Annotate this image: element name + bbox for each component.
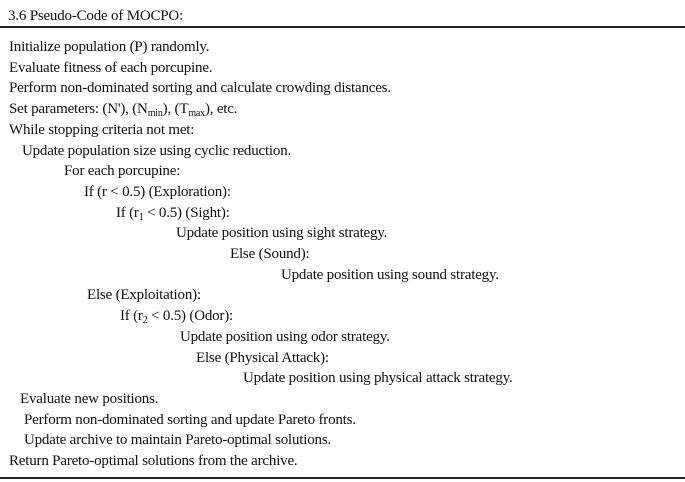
code-text: If (r	[120, 308, 143, 325]
code-text: Update position using odor strategy.	[180, 328, 390, 345]
code-line	[9, 100, 237, 118]
code-line	[9, 59, 212, 77]
subscript: 1	[138, 211, 144, 223]
code-text: ), etc.	[204, 101, 238, 118]
code-text: Else (Exploitation):	[87, 287, 201, 304]
code-line	[9, 121, 194, 139]
bottom-rule	[0, 477, 685, 479]
code-line	[9, 79, 391, 97]
code-line	[196, 349, 329, 367]
code-text: Update position using sound strategy.	[281, 266, 499, 283]
code-text: < 0.5) (Sight):	[143, 204, 230, 221]
code-line	[281, 266, 499, 284]
code-text: Else (Sound):	[230, 246, 310, 262]
code-line	[84, 183, 231, 201]
code-line	[230, 245, 309, 263]
code-text: < 0.5) (Odor):	[147, 308, 233, 325]
code-text: ), (T	[162, 101, 189, 118]
code-text: Perform non-dominated sorting and update Pareto fronts.	[24, 411, 356, 428]
code-line	[20, 390, 158, 408]
code-text: If (r	[116, 204, 139, 221]
code-line	[9, 38, 209, 56]
code-line	[24, 431, 331, 449]
code-text: If (r < 0.5) (Exploration):	[84, 183, 231, 200]
code-text: Perform non-dominated sorting and calculate crowding distances.	[9, 80, 391, 97]
code-text: Update position using physical attack strategy.	[243, 370, 513, 387]
code-line	[176, 224, 387, 242]
code-text: Return Pareto-optimal solutions from the archive.	[9, 453, 298, 469]
code-line	[64, 162, 180, 180]
code-text: Update population size using cyclic reduction.	[22, 142, 292, 159]
code-line	[116, 204, 230, 222]
code-text: Evaluate new positions.	[20, 390, 159, 407]
code-line	[180, 328, 390, 346]
code-line	[243, 369, 513, 387]
code-line	[24, 411, 356, 429]
code-line	[87, 286, 201, 304]
code-text: Evaluate fitness of each porcupine.	[9, 59, 213, 76]
code-text: Set parameters: (N'), (N	[9, 101, 148, 118]
subscript: max	[188, 108, 205, 120]
code-line	[120, 307, 233, 325]
section-title: 3.6 Pseudo-Code of MOCPO:	[8, 8, 184, 24]
top-rule	[0, 26, 685, 28]
code-text: Else (Physical Attack):	[196, 349, 329, 366]
code-text: For each porcupine:	[64, 163, 181, 180]
subscript: min	[147, 108, 163, 120]
subscript: 2	[142, 315, 148, 327]
code-line	[9, 452, 297, 470]
code-text: Initialize population (P) randomly.	[9, 39, 210, 55]
code-line	[22, 142, 291, 160]
code-text: Update position using sight strategy.	[176, 225, 388, 242]
code-text: While stopping criteria not met:	[9, 121, 195, 138]
code-text: Update archive to maintain Pareto-optimal solutions.	[24, 432, 332, 449]
